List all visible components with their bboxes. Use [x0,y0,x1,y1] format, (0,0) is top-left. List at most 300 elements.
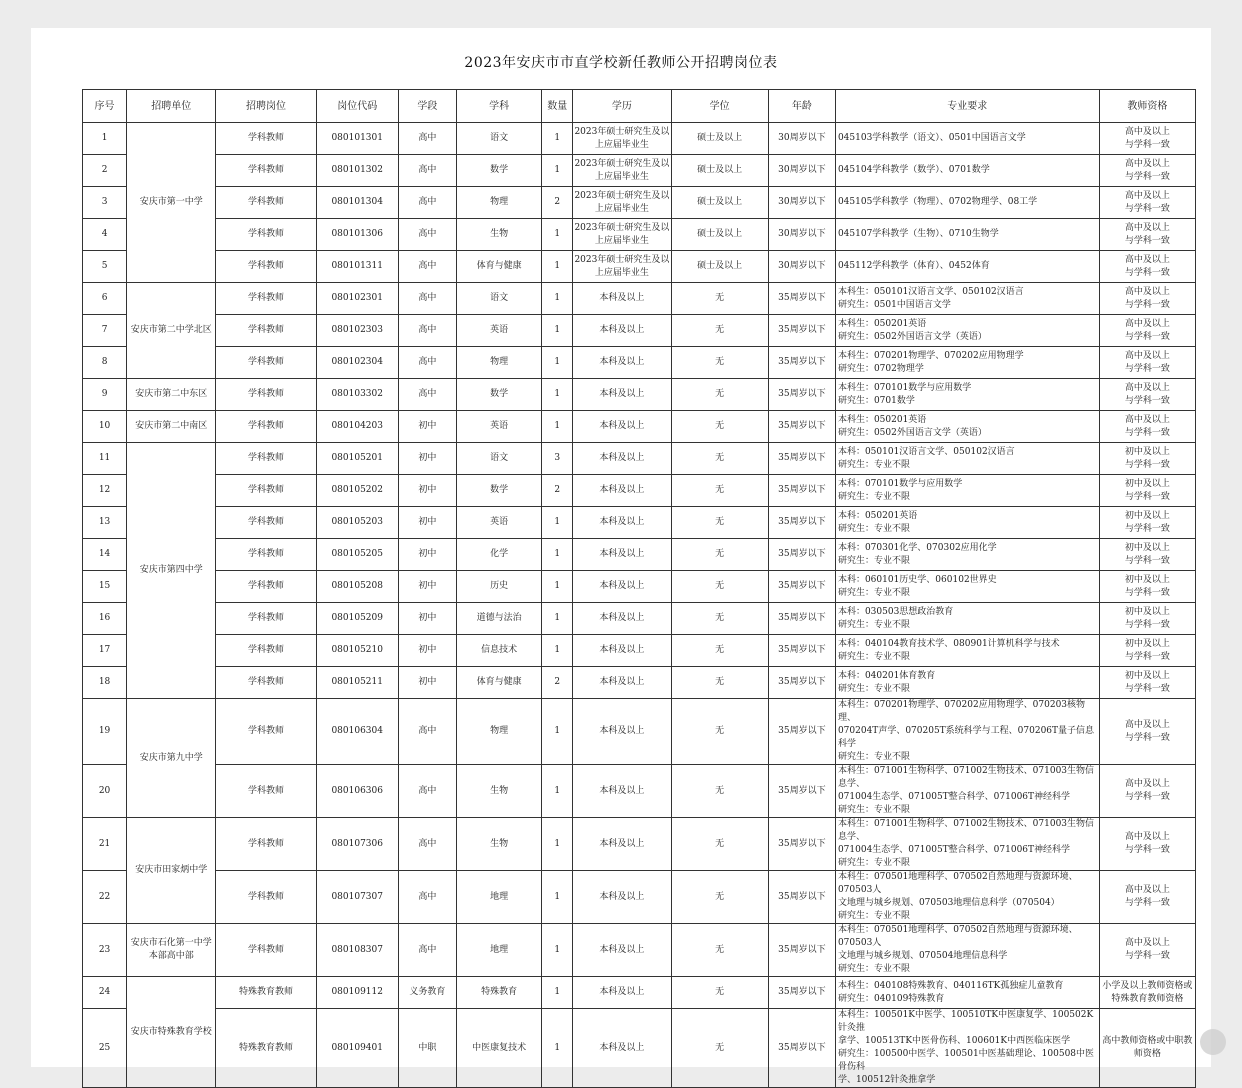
age-cell: 35周岁以下 [768,347,835,379]
age-cell: 35周岁以下 [768,818,835,871]
major-cell: 本科：070301化学、070302应用化学 研究生：专业不限 [835,539,1099,571]
stage-cell: 高中 [398,283,456,315]
row-number-cell: 15 [83,571,127,603]
edu-cell: 本科及以上 [573,765,671,818]
code-cell: 080105203 [316,507,398,539]
major-cell: 本科生：070501地理科学、070502自然地理与资源环境、070503人 文地理与城乡规划、070503地理信息科学（070504） 研究生：专业不限 [835,871,1099,924]
code-cell: 080104203 [316,411,398,443]
table-body [83,123,1196,1088]
table-row [83,1009,1196,1088]
table-row [83,475,1196,507]
edu-cell: 本科及以上 [573,635,671,667]
code-cell: 080107306 [316,818,398,871]
code-cell: 080106304 [316,699,398,765]
row-number-cell: 19 [83,699,127,765]
subject-cell: 化学 [456,539,541,571]
degree-cell: 无 [671,539,768,571]
stage-cell: 初中 [398,571,456,603]
post-cell: 学科教师 [216,347,316,379]
row-number-cell: 21 [83,818,127,871]
cert-cell: 初中及以上 与学科一致 [1099,443,1195,475]
code-cell: 080101302 [316,155,398,187]
degree-cell: 无 [671,635,768,667]
age-cell: 35周岁以下 [768,924,835,977]
major-cell: 045104学科教学（数学）、0701数学 [835,155,1099,187]
unit-cell: 安庆市第二中南区 [127,411,216,443]
count-cell: 2 [542,475,573,507]
degree-cell: 无 [671,667,768,699]
subject-cell: 物理 [456,347,541,379]
subject-cell: 英语 [456,507,541,539]
header-cell: 序号 [83,90,127,123]
degree-cell: 无 [671,603,768,635]
edu-cell: 本科及以上 [573,315,671,347]
subject-cell: 语文 [456,123,541,155]
table-row [83,155,1196,187]
post-cell: 学科教师 [216,443,316,475]
post-cell: 学科教师 [216,571,316,603]
count-cell: 1 [542,539,573,571]
code-cell: 080101306 [316,219,398,251]
row-number-cell: 7 [83,315,127,347]
major-cell: 本科：050101汉语言文学、050102汉语言 研究生：专业不限 [835,443,1099,475]
stage-cell: 高中 [398,699,456,765]
age-cell: 35周岁以下 [768,507,835,539]
edu-cell: 本科及以上 [573,411,671,443]
post-cell: 学科教师 [216,283,316,315]
cert-cell: 初中及以上 与学科一致 [1099,667,1195,699]
stage-cell: 中职 [398,1009,456,1088]
stage-cell: 高中 [398,219,456,251]
count-cell: 1 [542,635,573,667]
table-row [83,315,1196,347]
stage-cell: 高中 [398,155,456,187]
code-cell: 080105202 [316,475,398,507]
degree-cell: 无 [671,699,768,765]
age-cell: 35周岁以下 [768,699,835,765]
stage-cell: 初中 [398,411,456,443]
age-cell: 35周岁以下 [768,411,835,443]
edu-cell: 本科及以上 [573,871,671,924]
cert-cell: 高中及以上 与学科一致 [1099,818,1195,871]
count-cell: 1 [542,871,573,924]
count-cell: 1 [542,571,573,603]
edu-cell: 2023年硕士研究生及以 上应届毕业生 [573,123,671,155]
header-row [83,90,1196,123]
subject-cell: 数学 [456,475,541,507]
age-cell: 35周岁以下 [768,765,835,818]
code-cell: 080105208 [316,571,398,603]
edu-cell: 2023年硕士研究生及以 上应届毕业生 [573,187,671,219]
post-cell: 学科教师 [216,765,316,818]
post-cell: 学科教师 [216,603,316,635]
subject-cell: 信息技术 [456,635,541,667]
degree-cell: 硕士及以上 [671,155,768,187]
table-row [83,187,1196,219]
major-cell: 045107学科教学（生物）、0710生物学 [835,219,1099,251]
stage-cell: 初中 [398,475,456,507]
subject-cell: 英语 [456,315,541,347]
cert-cell: 初中及以上 与学科一致 [1099,539,1195,571]
unit-cell: 安庆市田家炳中学 [127,818,216,924]
row-number-cell: 23 [83,924,127,977]
header-cell: 教师资格 [1099,90,1195,123]
age-cell: 35周岁以下 [768,1009,835,1088]
stage-cell: 高中 [398,871,456,924]
major-cell: 本科：040104教育技术学、080901计算机科学与技术 研究生：专业不限 [835,635,1099,667]
code-cell: 080107307 [316,871,398,924]
stage-cell: 初中 [398,507,456,539]
edu-cell: 2023年硕士研究生及以 上应届毕业生 [573,251,671,283]
major-cell: 本科生：070201物理学、070202应用物理学、070203核物理、 070204T声学、070205T系统科学与工程、070206T量子信息科学 研究生：专业不限 [835,699,1099,765]
header-cell: 招聘单位 [127,90,216,123]
cert-cell: 高中及以上 与学科一致 [1099,251,1195,283]
row-number-cell: 12 [83,475,127,507]
row-number-cell: 14 [83,539,127,571]
row-number-cell: 20 [83,765,127,818]
row-number-cell: 1 [83,123,127,155]
post-cell: 学科教师 [216,507,316,539]
degree-cell: 无 [671,765,768,818]
degree-cell: 无 [671,1009,768,1088]
count-cell: 1 [542,765,573,818]
code-cell: 080102301 [316,283,398,315]
major-cell: 本科生：070101数学与应用数学 研究生：0701数学 [835,379,1099,411]
major-cell: 本科：060101历史学、060102世界史 研究生：专业不限 [835,571,1099,603]
cert-cell: 初中及以上 与学科一致 [1099,507,1195,539]
cert-cell: 高中及以上 与学科一致 [1099,765,1195,818]
stage-cell: 高中 [398,315,456,347]
age-cell: 35周岁以下 [768,379,835,411]
degree-cell: 无 [671,977,768,1009]
unit-cell: 安庆市第四中学 [127,443,216,699]
cert-cell: 初中及以上 与学科一致 [1099,475,1195,507]
table-row [83,443,1196,475]
stage-cell: 义务教育 [398,977,456,1009]
major-cell: 本科生：100501K中医学、100510TK中医康复学、100502K针灸推 拿学、100513TK中医骨伤科、100601K中西医临床医学 研究生：100500中医学、100501中医基础理论、100508中医骨伤科 学、100512针灸推拿学 [835,1009,1099,1088]
table-row [83,635,1196,667]
count-cell: 1 [542,977,573,1009]
cert-cell: 高中及以上 与学科一致 [1099,871,1195,924]
code-cell: 080106306 [316,765,398,818]
age-cell: 35周岁以下 [768,667,835,699]
table-row [83,219,1196,251]
edu-cell: 本科及以上 [573,507,671,539]
major-cell: 045112学科教学（体育）、0452体育 [835,251,1099,283]
post-cell: 学科教师 [216,379,316,411]
subject-cell: 物理 [456,187,541,219]
subject-cell: 数学 [456,379,541,411]
stage-cell: 初中 [398,603,456,635]
table-row [83,411,1196,443]
stage-cell: 高中 [398,123,456,155]
subject-cell: 英语 [456,411,541,443]
cert-cell: 初中及以上 与学科一致 [1099,571,1195,603]
count-cell: 1 [542,818,573,871]
post-cell: 学科教师 [216,251,316,283]
row-number-cell: 17 [83,635,127,667]
count-cell: 1 [542,347,573,379]
count-cell: 1 [542,699,573,765]
code-cell: 080108307 [316,924,398,977]
cert-cell: 初中及以上 与学科一致 [1099,603,1195,635]
degree-cell: 无 [671,871,768,924]
subject-cell: 生物 [456,219,541,251]
degree-cell: 无 [671,347,768,379]
subject-cell: 道德与法治 [456,603,541,635]
header-cell: 学段 [398,90,456,123]
post-cell: 特殊教育教师 [216,977,316,1009]
table-row [83,818,1196,871]
degree-cell: 硕士及以上 [671,251,768,283]
post-cell: 学科教师 [216,219,316,251]
degree-cell: 无 [671,411,768,443]
count-cell: 1 [542,1009,573,1088]
unit-cell: 安庆市特殊教育学校 [127,977,216,1088]
cert-cell: 高中及以上 与学科一致 [1099,123,1195,155]
count-cell: 2 [542,667,573,699]
edu-cell: 本科及以上 [573,977,671,1009]
count-cell: 1 [542,219,573,251]
age-cell: 35周岁以下 [768,283,835,315]
code-cell: 080105210 [316,635,398,667]
cert-cell: 高中及以上 与学科一致 [1099,924,1195,977]
age-cell: 35周岁以下 [768,635,835,667]
table-row [83,571,1196,603]
row-number-cell: 16 [83,603,127,635]
unit-cell: 安庆市第一中学 [127,123,216,283]
age-cell: 35周岁以下 [768,977,835,1009]
row-number-cell: 18 [83,667,127,699]
age-cell: 35周岁以下 [768,603,835,635]
count-cell: 1 [542,251,573,283]
major-cell: 本科生：040108特殊教育、040116TK孤独症儿童教育 研究生：040109特殊教育 [835,977,1099,1009]
edu-cell: 本科及以上 [573,667,671,699]
unit-cell: 安庆市第二中学北区 [127,283,216,379]
table-row [83,283,1196,315]
stage-cell: 初中 [398,539,456,571]
edu-cell: 2023年硕士研究生及以 上应届毕业生 [573,219,671,251]
watermark-badge [1200,1029,1226,1055]
code-cell: 080105205 [316,539,398,571]
subject-cell: 语文 [456,443,541,475]
major-cell: 本科生：050201英语 研究生：0502外国语言文学（英语） [835,411,1099,443]
cert-cell: 高中及以上 与学科一致 [1099,315,1195,347]
major-cell: 本科生：071001生物科学、071002生物技术、071003生物信息学、 071004生态学、071005T整合科学、071006T神经科学 研究生：专业不限 [835,765,1099,818]
count-cell: 1 [542,924,573,977]
subject-cell: 中医康复技术 [456,1009,541,1088]
major-cell: 本科生：070501地理科学、070502自然地理与资源环境、070503人 文地理与城乡规划、070504地理信息科学 研究生：专业不限 [835,924,1099,977]
count-cell: 1 [542,507,573,539]
row-number-cell: 4 [83,219,127,251]
post-cell: 学科教师 [216,315,316,347]
age-cell: 30周岁以下 [768,219,835,251]
table-row [83,539,1196,571]
age-cell: 35周岁以下 [768,443,835,475]
degree-cell: 无 [671,283,768,315]
count-cell: 1 [542,123,573,155]
code-cell: 080109401 [316,1009,398,1088]
row-number-cell: 6 [83,283,127,315]
stage-cell: 初中 [398,635,456,667]
header-cell: 数量 [542,90,573,123]
code-cell: 080103302 [316,379,398,411]
count-cell: 2 [542,187,573,219]
row-number-cell: 10 [83,411,127,443]
cert-cell: 高中教师资格或中职教 师资格 [1099,1009,1195,1088]
post-cell: 学科教师 [216,539,316,571]
row-number-cell: 3 [83,187,127,219]
code-cell: 080101304 [316,187,398,219]
header-cell: 学科 [456,90,541,123]
stage-cell: 高中 [398,251,456,283]
table-row [83,667,1196,699]
stage-cell: 高中 [398,818,456,871]
count-cell: 1 [542,155,573,187]
age-cell: 35周岁以下 [768,571,835,603]
edu-cell: 本科及以上 [573,475,671,507]
edu-cell: 本科及以上 [573,1009,671,1088]
edu-cell: 本科及以上 [573,347,671,379]
table-row [83,924,1196,977]
major-cell: 本科生：050101汉语言文学、050102汉语言 研究生：0501中国语言文学 [835,283,1099,315]
edu-cell: 本科及以上 [573,699,671,765]
major-cell: 本科：070101数学与应用数学 研究生：专业不限 [835,475,1099,507]
major-cell: 045105学科教学（物理）、0702物理学、08工学 [835,187,1099,219]
row-number-cell: 24 [83,977,127,1009]
row-number-cell: 11 [83,443,127,475]
subject-cell: 特殊教育 [456,977,541,1009]
degree-cell: 硕士及以上 [671,123,768,155]
row-number-cell: 13 [83,507,127,539]
degree-cell: 无 [671,924,768,977]
post-cell: 学科教师 [216,818,316,871]
post-cell: 学科教师 [216,155,316,187]
major-cell: 本科：050201英语 研究生：专业不限 [835,507,1099,539]
cert-cell: 高中及以上 与学科一致 [1099,187,1195,219]
edu-cell: 本科及以上 [573,443,671,475]
unit-cell: 安庆市第二中东区 [127,379,216,411]
table-row [83,699,1196,765]
code-cell: 080105211 [316,667,398,699]
row-number-cell: 9 [83,379,127,411]
subject-cell: 物理 [456,699,541,765]
subject-cell: 生物 [456,818,541,871]
subject-cell: 地理 [456,871,541,924]
subject-cell: 历史 [456,571,541,603]
post-cell: 特殊教育教师 [216,1009,316,1088]
count-cell: 3 [542,443,573,475]
code-cell: 080102304 [316,347,398,379]
degree-cell: 无 [671,443,768,475]
table-row [83,603,1196,635]
code-cell: 080105201 [316,443,398,475]
cert-cell: 高中及以上 与学科一致 [1099,219,1195,251]
cert-cell: 高中及以上 与学科一致 [1099,283,1195,315]
table-row [83,347,1196,379]
age-cell: 30周岁以下 [768,155,835,187]
stage-cell: 高中 [398,347,456,379]
major-cell: 本科生：070201物理学、070202应用物理学 研究生：0702物理学 [835,347,1099,379]
header-cell: 专业要求 [835,90,1099,123]
degree-cell: 无 [671,818,768,871]
table-row [83,379,1196,411]
edu-cell: 2023年硕士研究生及以 上应届毕业生 [573,155,671,187]
edu-cell: 本科及以上 [573,924,671,977]
edu-cell: 本科及以上 [573,539,671,571]
post-cell: 学科教师 [216,667,316,699]
degree-cell: 无 [671,379,768,411]
code-cell: 080101301 [316,123,398,155]
count-cell: 1 [542,603,573,635]
row-number-cell: 25 [83,1009,127,1088]
age-cell: 35周岁以下 [768,871,835,924]
post-cell: 学科教师 [216,187,316,219]
row-number-cell: 8 [83,347,127,379]
unit-cell: 安庆市第九中学 [127,699,216,818]
unit-cell: 安庆市石化第一中学 本部高中部 [127,924,216,977]
table-row [83,977,1196,1009]
degree-cell: 无 [671,571,768,603]
count-cell: 1 [542,283,573,315]
post-cell: 学科教师 [216,635,316,667]
age-cell: 35周岁以下 [768,539,835,571]
cert-cell: 高中及以上 与学科一致 [1099,155,1195,187]
major-cell: 045103学科教学（语文）、0501中国语言文学 [835,123,1099,155]
post-cell: 学科教师 [216,411,316,443]
major-cell: 本科生：071001生物科学、071002生物技术、071003生物信息学、 071004生态学、071005T整合科学、071006T神经科学 研究生：专业不限 [835,818,1099,871]
code-cell: 080101311 [316,251,398,283]
degree-cell: 硕士及以上 [671,187,768,219]
table-row [83,123,1196,155]
post-cell: 学科教师 [216,924,316,977]
count-cell: 1 [542,315,573,347]
page-title: 2023年安庆市市直学校新任教师公开招聘岗位表 [464,55,778,71]
header-cell: 岗位代码 [316,90,398,123]
age-cell: 35周岁以下 [768,475,835,507]
stage-cell: 初中 [398,667,456,699]
cert-cell: 小学及以上教师资格或 特殊教育教师资格 [1099,977,1195,1009]
post-cell: 学科教师 [216,123,316,155]
subject-cell: 地理 [456,924,541,977]
major-cell: 本科：030503思想政治教育 研究生：专业不限 [835,603,1099,635]
row-number-cell: 2 [83,155,127,187]
count-cell: 1 [542,379,573,411]
degree-cell: 硕士及以上 [671,219,768,251]
count-cell: 1 [542,411,573,443]
code-cell: 080109112 [316,977,398,1009]
row-number-cell: 5 [83,251,127,283]
table-row [83,251,1196,283]
age-cell: 30周岁以下 [768,123,835,155]
post-cell: 学科教师 [216,699,316,765]
major-cell: 本科生：050201英语 研究生：0502外国语言文学（英语） [835,315,1099,347]
subject-cell: 数学 [456,155,541,187]
row-number-cell: 22 [83,871,127,924]
stage-cell: 高中 [398,379,456,411]
degree-cell: 无 [671,475,768,507]
subject-cell: 体育与健康 [456,667,541,699]
header-cell: 学位 [671,90,768,123]
table-row [83,765,1196,818]
degree-cell: 无 [671,507,768,539]
age-cell: 30周岁以下 [768,187,835,219]
code-cell: 080105209 [316,603,398,635]
age-cell: 35周岁以下 [768,315,835,347]
post-cell: 学科教师 [216,871,316,924]
header-cell: 招聘岗位 [216,90,316,123]
subject-cell: 语文 [456,283,541,315]
